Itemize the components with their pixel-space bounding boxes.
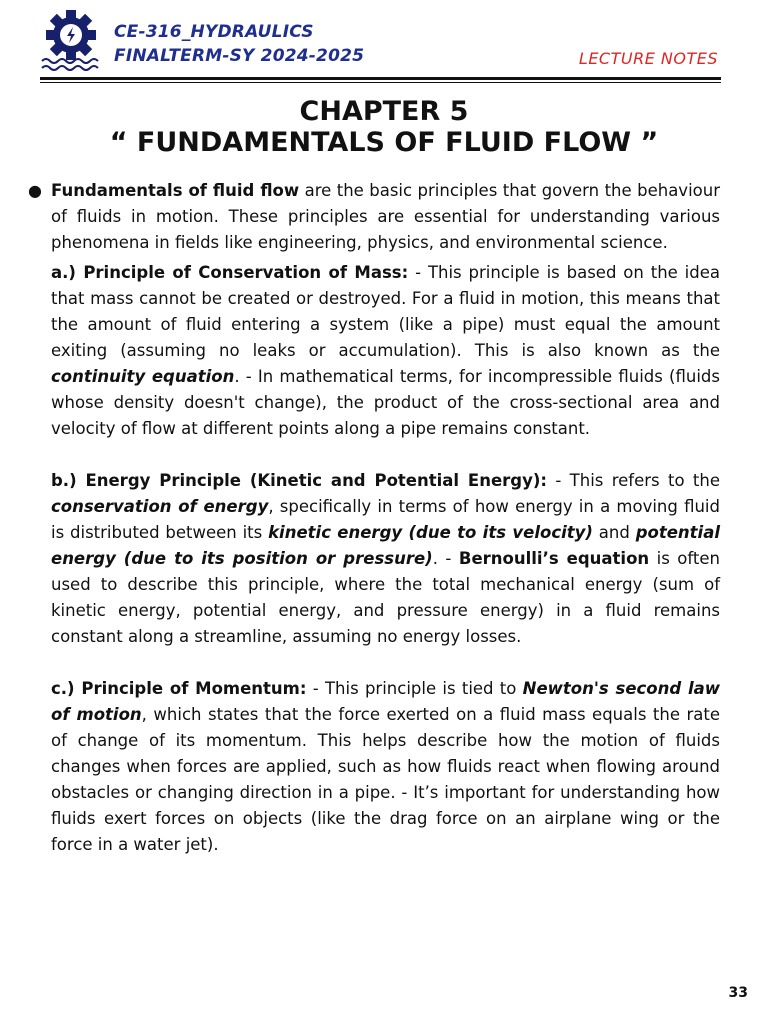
chapter-title [0, 96, 768, 158]
page-header [0, 0, 768, 84]
section-a-paragraph [51, 260, 720, 442]
section-a-term: continuity equation [51, 367, 235, 386]
section-b-text-4: . - [432, 549, 459, 568]
course-title [114, 20, 364, 68]
paragraph-gap [51, 650, 720, 676]
lecture-notes-label: LECTURE NOTES [578, 49, 718, 68]
section-c-paragraph [51, 676, 720, 858]
body-content [28, 178, 721, 858]
paragraph-gap [51, 442, 720, 468]
bullet-dot-icon: ● [28, 181, 42, 200]
section-b-term-energy: conservation of energy [51, 497, 269, 516]
header-rule-thin [40, 82, 721, 83]
header-rule-thick [40, 77, 721, 80]
course-term: FINALTERM-SY 2024-2025 [114, 46, 365, 66]
hydraulics-gear-logo-icon [40, 8, 102, 74]
section-c-text: - This principle is tied to [306, 679, 523, 698]
section-c-heading: c.) Principle of Momentum: [51, 679, 307, 698]
section-b-text: - This refers to the [546, 471, 720, 490]
section-a-heading: a.) Principle of Conservation of Mass: [51, 263, 409, 282]
section-c-term-newton: Newton's second law of motion [51, 679, 721, 724]
section-a-text-cont: . - In mathematical terms, for incompressible fluids (fluids whose density doesn't change), the product of the cross-sectional area and velocity of flow at different points along a pipe remains constant. [51, 367, 720, 438]
section-b-text-3: and [592, 523, 636, 542]
section-b-text-5: is often used to describe this principle, where the total mechanical energy (sum of kinetic energy, potential energy, and pressure energy) in a fluid remains constant along a streamline, assuming no energy losses. [51, 549, 720, 646]
section-b-term-bernoulli: Bernoulli’s equation [458, 549, 650, 568]
section-b-term-kinetic: kinetic energy (due to its velocity) [268, 523, 593, 542]
intro-bullet [28, 178, 720, 256]
intro-text: are the basic principles that govern the behaviour of fluids in motion. These principles are essential for understanding various phenomena in fields like engineering, physics, and environmental science. [51, 181, 720, 252]
section-b-heading: b.) Energy Principle (Kinetic and Potential Energy): [51, 471, 547, 490]
course-code: CE-316_HYDRAULICS [114, 22, 314, 42]
intro-paragraph [51, 178, 720, 256]
section-b-text-2: , specifically in terms of how energy in a moving fluid is distributed between its [51, 497, 720, 542]
chapter-number: CHAPTER 5 [299, 96, 469, 127]
section-a-text: - This principle is based on the idea that mass cannot be created or destroyed. For a fluid in motion, this means that the amount of fluid entering a system (like a pipe) must equal the amount exiting (assuming no leaks or accumulation). This is also known as the [51, 263, 721, 360]
section-c-text-2: , which states that the force exerted on a fluid mass equals the rate of change of its momentum. This helps describe how the motion of fluids changes when forces are applied, such as how fluids react when flowing around obstacles or changing direction in a pipe. - It’s important for understanding how fluids exert forces on objects (like the drag force on an airplane wing or the force in a water jet). [51, 705, 720, 854]
section-b-term-potential: potential energy (due to its position or pressure) [51, 523, 720, 568]
section-b-paragraph [51, 468, 720, 650]
intro-term: Fundamentals of fluid flow [51, 181, 300, 200]
chapter-name: “ FUNDAMENTALS OF FLUID FLOW ” [109, 127, 659, 158]
page-number: 33 [728, 985, 748, 1001]
